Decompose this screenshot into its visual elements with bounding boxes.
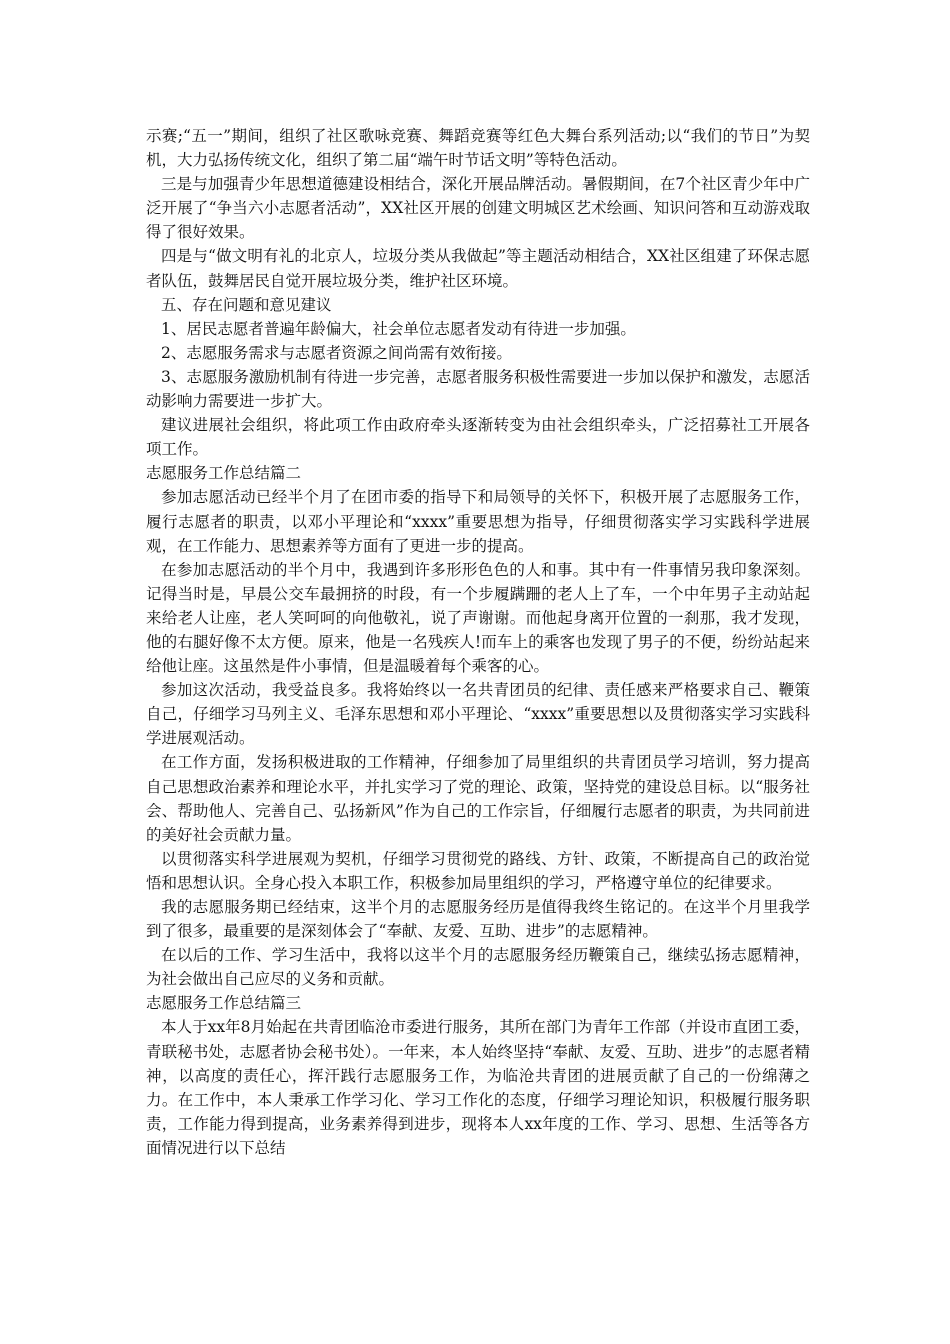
list-item: 3、志愿服务激励机制有待进一步完善，志愿者服务积极性需要进一步加以保护和激发，志愿活动影响力需要进一步扩大。 (146, 367, 810, 411)
paragraph-continuation: 示赛;“五一”期间，组织了社区歌咏竞赛、舞蹈竞赛等红色大舞台系列活动;以“我们的节日”为契机，大力弘扬传统文化，组织了第二届“端午时节话文明”等特色活动。 (146, 127, 810, 170)
paragraph: 本人于xx年8月始起在共青团临沧市委进行服务，其所在部门为青年工作部（并设市直团工委，青联秘书处，志愿者协会秘书处）。一年来，本人始终坚持“奉献、友爱、互助、进步”的志愿者精神，以高度的责任心，挥汗践行志愿服务工作，为临沧共青团的进展贡献了自己的一份绵薄之力。在工作中，本人秉承工作学习化、学习工作化的态度，仔细学习理论知识，积极履行服务职责，工作能力得到提高，业务素养得到进步，现将本人xx年度的工作、学习、思想、生活等各方面情况进行以下总结 (146, 1018, 810, 1157)
section-title: 志愿服务工作总结篇二 (146, 464, 302, 483)
paragraph: 在以后的工作、学习生活中，我将以这半个月的志愿服务经历鞭策自己，继续弘扬志愿精神，为社会做出自己应尽的义务和贡献。 (146, 946, 810, 989)
paragraph: 三是与加强青少年思想道德建设相结合，深化开展品牌活动。暑假期间，在7个社区青少年中广泛开展了“争当六小志愿者活动”，XX社区开展的创建文明城区艺术绘画、知识问答和互动游戏取得了很好效果。 (146, 175, 810, 242)
paragraph: 参加志愿活动已经半个月了在团市委的指导下和局领导的关怀下，积极开展了志愿服务工作，履行志愿者的职责，以邓小平理论和“xxxx”重要思想为指导，仔细贯彻落实学习实践科学进展观，在工作能力、思想素养等方面有了更进一步的提高。 (146, 488, 810, 555)
paragraph: 参加这次活动，我受益良多。我将始终以一名共青团员的纪律、责任感来严格要求自己、鞭策自己，仔细学习马列主义、毛泽东思想和邓小平理论、“xxxx”重要思想以及贯彻落实学习实践科学进展观活动。 (146, 681, 810, 748)
paragraph: 建议进展社会组织，将此项工作由政府牵头逐渐转变为由社会组织牵头，广泛招募社工开展各项工作。 (146, 416, 810, 459)
paragraph: 在参加志愿活动的半个月中，我遇到许多形形色色的人和事。其中有一件事情另我印象深刻。记得当时是，早晨公交车最拥挤的时段，有一个步履蹒跚的老人上了车，一个中年男子主动站起来给老人让座，老人笑呵呵的向他敬礼，说了声谢谢。而他起身离开位置的一刹那，我才发现，他的右腿好像不太方便。原来，他是一名残疾人!而车上的乘客也发现了男子的不便，纷纷站起来给他让座。这虽然是件小事情，但是温暖着每个乘客的心。 (146, 560, 810, 676)
paragraph: 以贯彻落实科学进展观为契机，仔细学习贯彻党的路线、方针、政策，不断提高自己的政治觉悟和思想认识。全身心投入本职工作，积极参加局里组织的学习，严格遵守单位的纪律要求。 (146, 849, 810, 892)
list-item: 2、志愿服务需求与志愿者资源之间尚需有效衔接。 (161, 343, 512, 362)
section-heading-problems: 五、存在问题和意见建议 (161, 295, 332, 314)
paragraph: 我的志愿服务期已经结束，这半个月的志愿服务经历是值得我终生铭记的。在这半个月里我学到了很多，最重要的是深刻体会了“奉献、友爱、互助、进步”的志愿精神。 (146, 898, 810, 941)
document-page (146, 124, 810, 1160)
list-item: 1、居民志愿者普遍年龄偏大，社会单位志愿者发动有待进一步加强。 (161, 319, 636, 338)
paragraph: 四是与“做文明有礼的北京人，垃圾分类从我做起”等主题活动相结合，XX社区组建了环保志愿者队伍，鼓舞居民自觉开展垃圾分类，维护社区环境。 (146, 247, 810, 290)
paragraph: 在工作方面，发扬积极进取的工作精神，仔细参加了局里组织的共青团员学习培训，努力提高自己思想政治素养和理论水平，并扎实学习了党的理论、政策，坚持党的建设总目标。以“服务社会、帮助他人、完善自己、弘扬新风”作为自己的工作宗旨，仔细履行志愿者的职责，为共同前进的美好社会贡献力量。 (146, 753, 810, 844)
section-title: 志愿服务工作总结篇三 (146, 994, 302, 1013)
